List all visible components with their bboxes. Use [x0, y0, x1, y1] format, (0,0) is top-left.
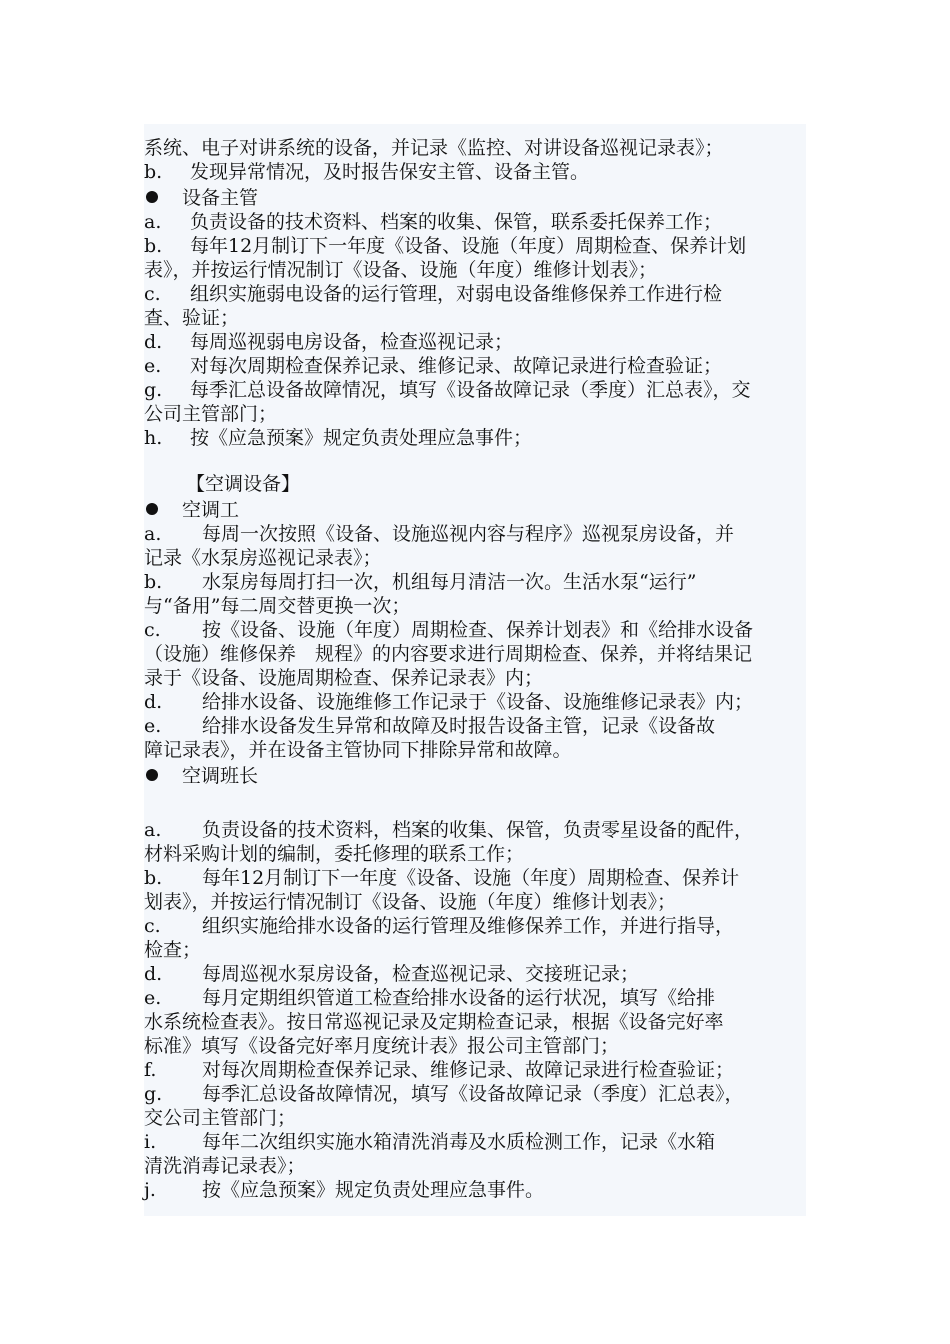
text-line [144, 330, 806, 354]
text-line [144, 842, 806, 866]
text-line [144, 1106, 806, 1130]
list-marker: c. [144, 283, 161, 305]
line-text: 每年12月制订下一年度《设备、设施（年度）周期检查、保养计划 [190, 235, 747, 257]
list-marker: a. [144, 523, 162, 545]
text-line [144, 378, 806, 402]
line-text: 按《设备、设施（年度）周期检查、保养计划表》和《给排水设备 [202, 619, 754, 641]
text-line [144, 594, 806, 618]
text-line [144, 1130, 806, 1154]
text-line [144, 234, 806, 258]
list-marker: a. [144, 211, 162, 233]
text-line [144, 714, 806, 738]
text-line [144, 738, 806, 762]
line-text: 每周巡视弱电房设备，检查巡视记录； [190, 331, 514, 353]
list-marker: e. [144, 355, 162, 377]
line-text: 水系统检查表》。按日常巡视记录及定期检查记录，根据《设备完好率 [144, 1011, 724, 1033]
line-text: 每周巡视水泵房设备，检查巡视记录、交接班记录； [202, 963, 640, 985]
line-text: 标准》填写《设备完好率月度统计表》报公司主管部门； [144, 1035, 620, 1057]
text-line [144, 690, 806, 714]
line-text: 每年12月制订下一年度《设备、设施（年度）周期检查、保养计 [202, 867, 740, 889]
line-text: 空调工 [182, 499, 240, 521]
list-marker: d. [144, 331, 163, 353]
text-line [144, 986, 806, 1010]
text-line [144, 1058, 806, 1082]
line-text: 对每次周期检查保养记录、维修记录、故障记录进行检查验证； [190, 355, 723, 377]
line-text: 障记录表》，并在设备主管协同下排除异常和故障。 [144, 739, 572, 761]
bullet-icon [146, 191, 158, 203]
line-text: 材料采购计划的编制，委托修理的联系工作； [144, 843, 525, 865]
text-line [144, 136, 806, 160]
line-text: 每周一次按照《设备、设施巡视内容与程序》巡视泵房设备，并 [202, 523, 735, 545]
text-line [144, 160, 806, 184]
bullet-icon [146, 503, 158, 515]
line-text: 空调班长 [182, 765, 259, 787]
line-text: 划表》，并按运行情况制订《设备、设施（年度）维修计划表》； [144, 891, 677, 913]
text-line [144, 1034, 806, 1058]
list-marker: i. [144, 1131, 157, 1153]
text-line [144, 522, 806, 546]
text-line [144, 546, 806, 570]
list-marker: g. [144, 379, 163, 401]
line-text: 查、验证； [144, 307, 240, 329]
list-marker: c. [144, 619, 161, 641]
bullet-icon [146, 769, 158, 781]
document-text-block [144, 124, 806, 1216]
bullet-heading [144, 186, 806, 210]
line-text: 公司主管部门； [144, 403, 278, 425]
text-line [144, 1010, 806, 1034]
text-line [144, 210, 806, 234]
line-text: 清洗消毒记录表》； [144, 1155, 306, 1177]
line-text: 发现异常情况，及时报告保安主管、设备主管。 [190, 161, 590, 183]
text-line [144, 282, 806, 306]
list-marker: c. [144, 915, 161, 937]
line-text: 记录《水泵房巡视记录表》； [144, 547, 382, 569]
bullet-heading [144, 498, 806, 522]
text-line [144, 570, 806, 594]
line-text: 【空调设备】 [186, 473, 301, 495]
list-marker: f. [144, 1059, 157, 1081]
line-text: 按《应急预案》规定负责处理应急事件； [190, 427, 533, 449]
list-marker: d. [144, 963, 163, 985]
list-marker: b. [144, 161, 163, 183]
line-text: 每季汇总设备故障情况，填写《设备故障记录（季度）汇总表》，交 [190, 379, 751, 401]
line-text: 负责设备的技术资料，档案的收集、保管，负责零星设备的配件， [202, 819, 754, 841]
text-line [144, 666, 806, 690]
text-line [144, 914, 806, 938]
line-text: 按《应急预案》规定负责处理应急事件。 [202, 1179, 545, 1201]
line-text: 水泵房每周打扫一次，机组每月清洁一次。生活水泵“运行” [202, 571, 697, 593]
line-text: 表》，并按运行情况制订《设备、设施（年度）维修计划表》； [144, 259, 658, 281]
list-marker: h. [144, 427, 163, 449]
text-line [144, 618, 806, 642]
list-marker: e. [144, 987, 162, 1009]
line-text: 对每次周期检查保养记录、维修记录、故障记录进行检查验证； [202, 1059, 735, 1081]
list-marker: d. [144, 691, 163, 713]
line-text: 每年二次组织实施水箱清洗消毒及水质检测工作，记录《水箱 [202, 1131, 716, 1153]
line-text: 录于《设备、设施周期检查、保养记录表》内； [144, 667, 544, 689]
line-text: 每月定期组织管道工检查给排水设备的运行状况，填写《给排 [202, 987, 716, 1009]
section-title [144, 472, 806, 496]
line-text: 设备主管 [182, 187, 259, 209]
text-line [144, 306, 806, 330]
line-text: 系统、电子对讲系统的设备，并记录《监控、对讲设备巡视记录表》； [144, 137, 724, 159]
text-line [144, 258, 806, 282]
text-line [144, 642, 806, 666]
text-line [144, 1154, 806, 1178]
list-marker: b. [144, 867, 163, 889]
text-line [144, 426, 806, 450]
text-line [144, 890, 806, 914]
list-marker: b. [144, 571, 163, 593]
line-text: 与“备用”每二周交替更换一次； [144, 595, 411, 617]
line-text: （设施）维修保养 规程》的内容要求进行周期检查、保养，并将结果记 [144, 643, 753, 665]
text-line [144, 402, 806, 426]
list-marker: e. [144, 715, 162, 737]
line-text: 每季汇总设备故障情况，填写《设备故障记录（季度）汇总表》， [202, 1083, 744, 1105]
line-text: 检查； [144, 939, 202, 961]
bullet-heading [144, 764, 806, 788]
line-text: 给排水设备、设施维修工作记录于《设备、设施维修记录表》内； [202, 691, 754, 713]
text-line [144, 866, 806, 890]
list-marker: b. [144, 235, 163, 257]
line-text: 负责设备的技术资料、档案的收集、保管，联系委托保养工作； [190, 211, 723, 233]
text-line [144, 1082, 806, 1106]
list-marker: g. [144, 1083, 163, 1105]
list-marker: a. [144, 819, 162, 841]
line-text: 组织实施弱电设备的运行管理，对弱电设备维修保养工作进行检 [190, 283, 723, 305]
line-text: 交公司主管部门； [144, 1107, 297, 1129]
text-line [144, 938, 806, 962]
text-line [144, 818, 806, 842]
line-text: 给排水设备发生异常和故障及时报告设备主管，记录《设备故 [202, 715, 716, 737]
list-marker: j. [144, 1179, 156, 1201]
text-line [144, 354, 806, 378]
text-line [144, 1178, 806, 1202]
text-line [144, 962, 806, 986]
line-text: 组织实施给排水设备的运行管理及维修保养工作，并进行指导， [202, 915, 735, 937]
